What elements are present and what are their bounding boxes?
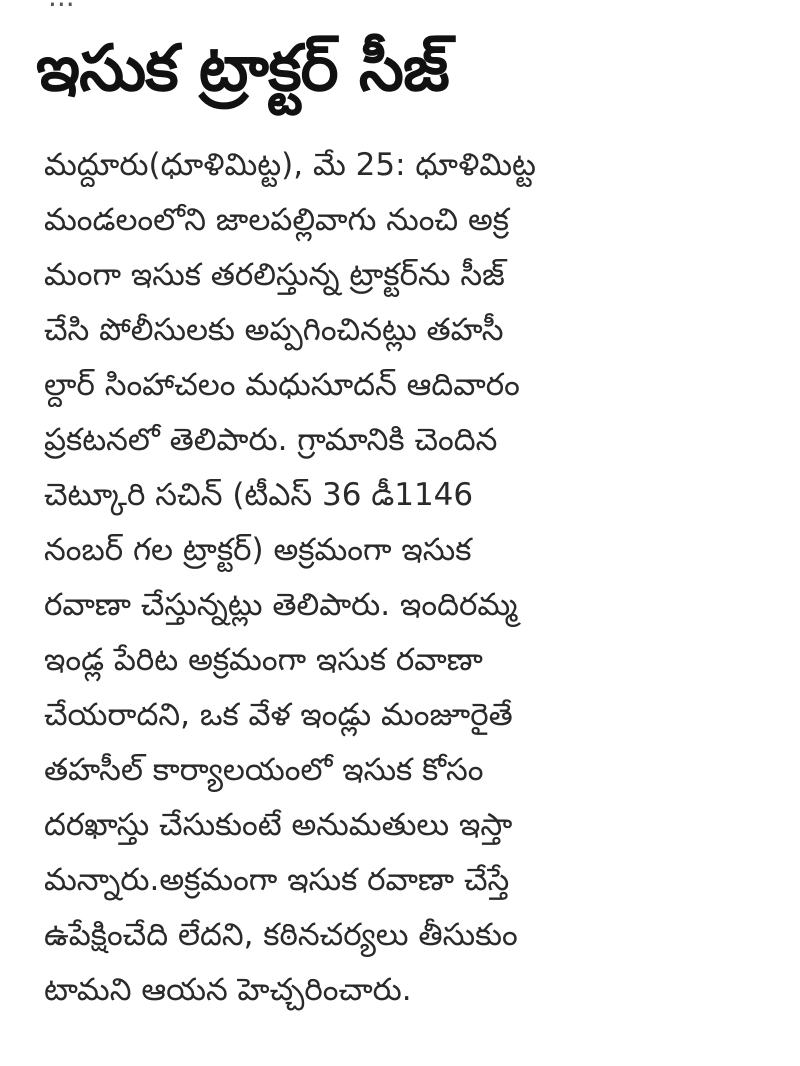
article-line: చేసి పోలీసులకు అప్పగించినట్లు తహసీ	[44, 312, 504, 348]
article-headline: ఇసుక ట్రాక్టర్ సీజ్	[36, 32, 449, 106]
article-line: ఉపేక్షించేది లేదని, కఠినచర్యలు తీసుకుం	[44, 917, 518, 953]
article-line: దరఖాస్తు చేసుకుంటే అనుమతులు ఇస్తా	[44, 807, 513, 843]
article-line: టామని ఆయన హెచ్చరించారు.	[44, 972, 412, 1008]
article-line: మద్దూరు(ధూళిమిట్ట), మే 25: ధూళిమిట్ట	[44, 147, 536, 183]
article-line: ఇండ్ల పేరిట అక్రమంగా ఇసుక రవాణా	[44, 642, 483, 678]
article-line: నంబర్ గల ట్రాక్టర్) అక్రమంగా ఇసుక	[44, 532, 472, 568]
article-line: ల్దార్ సింహాచలం మధుసూదన్ ఆదివారం	[44, 367, 520, 403]
article-line: చేయరాదని, ఒక వేళ ఇండ్లు మంజూరైతే	[44, 697, 513, 733]
article-line: మంగా ఇసుక తరలిస్తున్న ట్రాక్టర్‌ను సీజ్	[44, 257, 505, 293]
article-line: మండలంలోని జాలపల్లివాగు నుంచి అక్ర	[44, 202, 509, 238]
article-body	[44, 138, 774, 1018]
cropped-previous-line	[48, 0, 428, 8]
article-line: ప్రకటనలో తెలిపారు. గ్రామానికి చెందిన	[44, 422, 498, 458]
article-line: రవాణా చేస్తున్నట్లు తెలిపారు. ఇందిరమ్మ	[44, 587, 518, 623]
article-line: చెట్కూరి సచిన్ (టీఎస్ 36 డీ1146	[44, 477, 474, 513]
article-line: తహసీల్ కార్యాలయంలో ఇసుక కోసం	[44, 752, 484, 788]
article-line: మన్నారు.అక్రమంగా ఇసుక రవాణా చేస్తే	[44, 862, 510, 898]
